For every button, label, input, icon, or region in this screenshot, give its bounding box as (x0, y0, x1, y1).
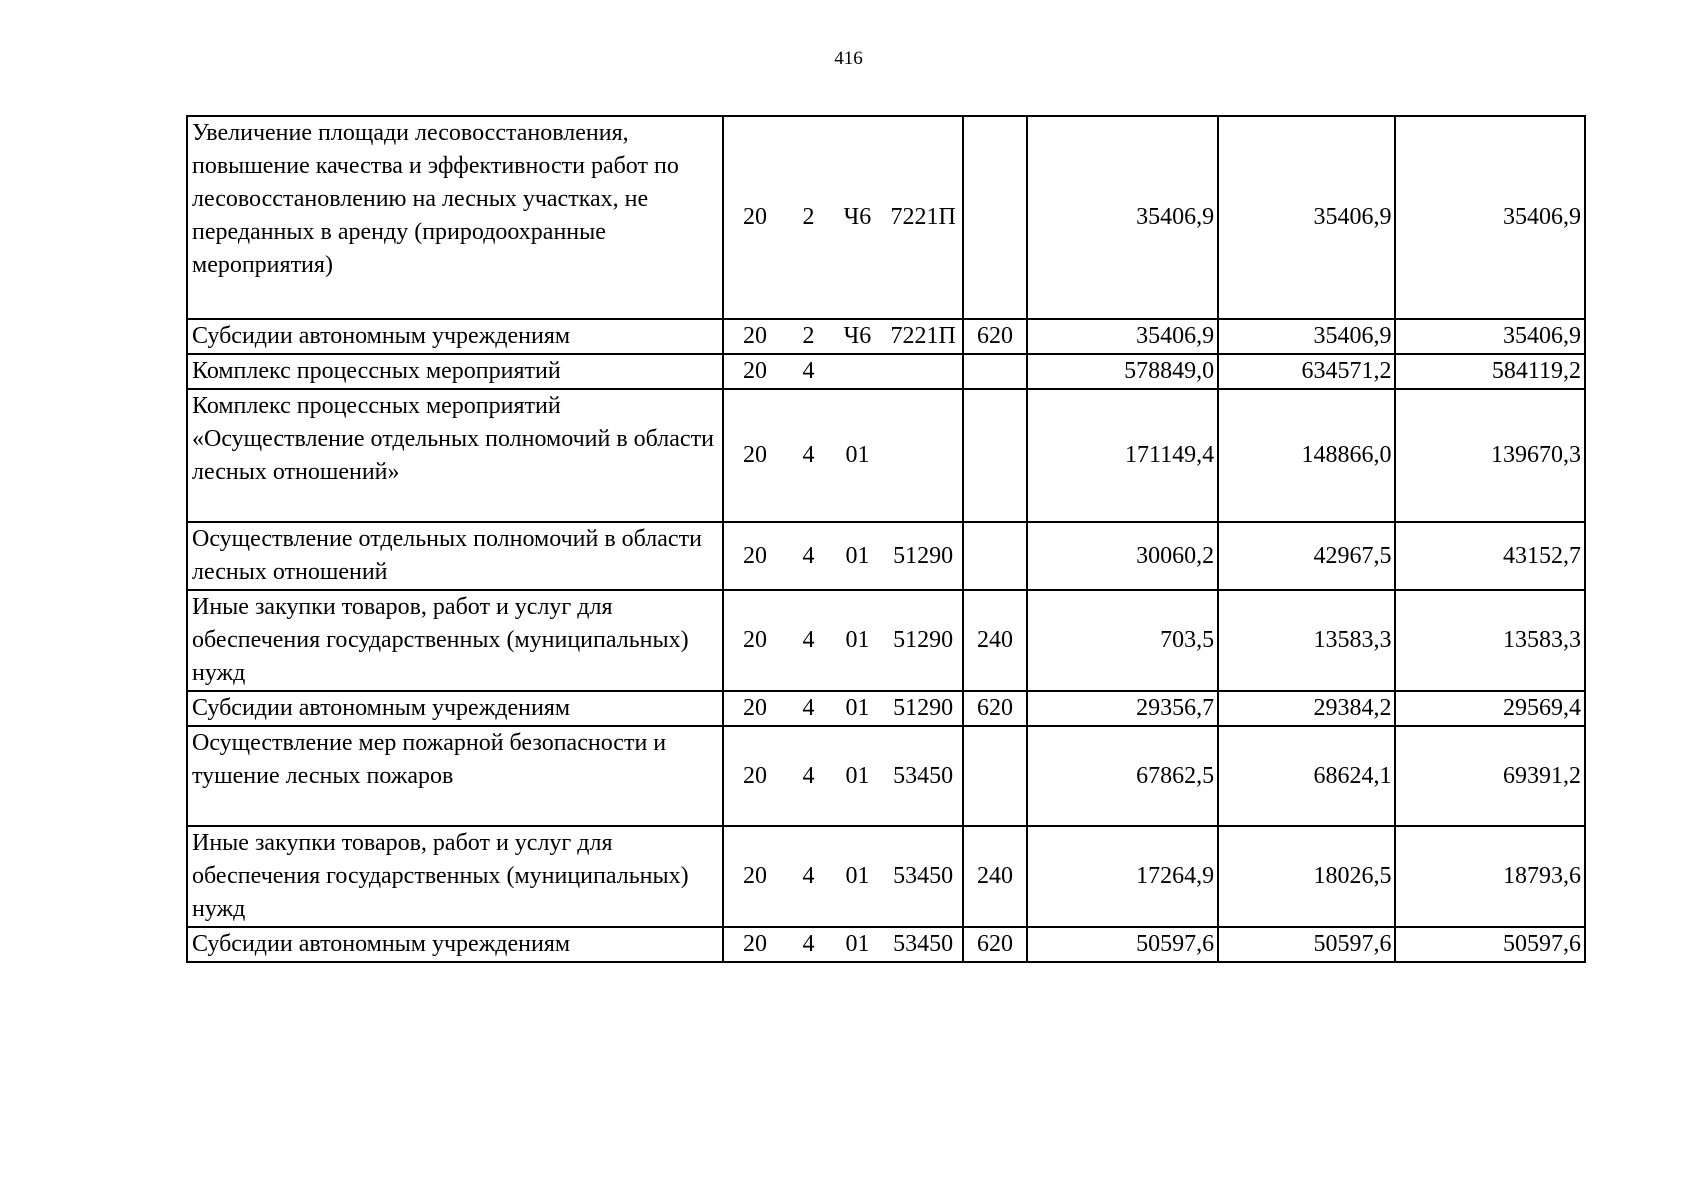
amount-year-1: 29356,7 (1027, 691, 1219, 726)
amount-year-1: 50597,6 (1027, 927, 1219, 962)
row-name: Иные закупки товаров, работ и услуг для обеспечения государственных (муниципальных) нужд (187, 826, 723, 927)
expense-type (963, 522, 1026, 590)
table-row (187, 726, 1585, 826)
amount-year-1: 35406,9 (1027, 319, 1219, 354)
code-direction: 53450 (884, 726, 963, 826)
amount-year-1: 17264,9 (1027, 826, 1219, 927)
code-section: 20 (723, 927, 786, 962)
code-program: Ч6 (831, 319, 884, 354)
amount-year-1: 578849,0 (1027, 354, 1219, 389)
amount-year-1: 35406,9 (1027, 116, 1219, 319)
row-name: Субсидии автономным учреждениям (187, 927, 723, 962)
row-name: Субсидии автономным учреждениям (187, 319, 723, 354)
table-row (187, 319, 1585, 354)
code-section: 20 (723, 354, 786, 389)
code-section: 20 (723, 826, 786, 927)
expense-type: 240 (963, 826, 1026, 927)
expense-type (963, 116, 1026, 319)
row-name: Иные закупки товаров, работ и услуг для обеспечения государственных (муниципальных) нужд (187, 590, 723, 691)
amount-year-3: 139670,3 (1395, 389, 1585, 522)
table-row (187, 354, 1585, 389)
expense-type: 620 (963, 927, 1026, 962)
amount-year-2: 35406,9 (1218, 319, 1395, 354)
table-row (187, 691, 1585, 726)
code-section: 20 (723, 726, 786, 826)
table-row (187, 590, 1585, 691)
code-program: 01 (831, 691, 884, 726)
table-row (187, 116, 1585, 319)
code-subsection: 4 (786, 354, 831, 389)
budget-table (186, 115, 1586, 963)
code-direction: 7221П (884, 116, 963, 319)
table-row (187, 389, 1585, 522)
amount-year-2: 29384,2 (1218, 691, 1395, 726)
code-subsection: 4 (786, 389, 831, 522)
row-name: Субсидии автономным учреждениям (187, 691, 723, 726)
code-direction (884, 389, 963, 522)
amount-year-3: 29569,4 (1395, 691, 1585, 726)
amount-year-3: 18793,6 (1395, 826, 1585, 927)
code-program: 01 (831, 726, 884, 826)
table-row (187, 522, 1585, 590)
amount-year-3: 69391,2 (1395, 726, 1585, 826)
expense-type: 620 (963, 691, 1026, 726)
code-section: 20 (723, 691, 786, 726)
code-section: 20 (723, 116, 786, 319)
page-number: 416 (834, 48, 863, 69)
code-direction: 53450 (884, 826, 963, 927)
code-section: 20 (723, 522, 786, 590)
amount-year-2: 634571,2 (1218, 354, 1395, 389)
amount-year-3: 50597,6 (1395, 927, 1585, 962)
code-section: 20 (723, 590, 786, 691)
expense-type (963, 726, 1026, 826)
code-direction: 7221П (884, 319, 963, 354)
row-name: Комплекс процессных мероприятий (187, 354, 723, 389)
code-program: 01 (831, 590, 884, 691)
code-direction: 51290 (884, 522, 963, 590)
code-section: 20 (723, 319, 786, 354)
code-subsection: 4 (786, 826, 831, 927)
row-name: Комплекс процессных мероприятий «Осуществление отдельных полномочий в области лесных отношений» (187, 389, 723, 522)
amount-year-1: 703,5 (1027, 590, 1219, 691)
code-program (831, 354, 884, 389)
code-subsection: 4 (786, 927, 831, 962)
amount-year-2: 148866,0 (1218, 389, 1395, 522)
expense-type: 240 (963, 590, 1026, 691)
expense-type (963, 354, 1026, 389)
amount-year-2: 42967,5 (1218, 522, 1395, 590)
row-name: Осуществление мер пожарной безопасности и тушение лесных пожаров (187, 726, 723, 826)
amount-year-3: 43152,7 (1395, 522, 1585, 590)
amount-year-2: 68624,1 (1218, 726, 1395, 826)
expense-type (963, 389, 1026, 522)
amount-year-3: 584119,2 (1395, 354, 1585, 389)
amount-year-1: 67862,5 (1027, 726, 1219, 826)
code-program: 01 (831, 522, 884, 590)
amount-year-3: 35406,9 (1395, 319, 1585, 354)
code-program: Ч6 (831, 116, 884, 319)
amount-year-1: 171149,4 (1027, 389, 1219, 522)
code-direction (884, 354, 963, 389)
code-program: 01 (831, 927, 884, 962)
amount-year-2: 50597,6 (1218, 927, 1395, 962)
amount-year-3: 13583,3 (1395, 590, 1585, 691)
code-program: 01 (831, 826, 884, 927)
row-name: Осуществление отдельных полномочий в области лесных отношений (187, 522, 723, 590)
code-direction: 51290 (884, 590, 963, 691)
amount-year-2: 13583,3 (1218, 590, 1395, 691)
code-subsection: 4 (786, 522, 831, 590)
amount-year-3: 35406,9 (1395, 116, 1585, 319)
code-subsection: 4 (786, 691, 831, 726)
amount-year-2: 35406,9 (1218, 116, 1395, 319)
table-body (187, 116, 1585, 962)
code-subsection: 4 (786, 726, 831, 826)
row-name: Увеличение площади лесовосстановления, повышение качества и эффективности работ по лесовосстановлению на лесных участках, не переданных в аренду (природоохранные мероприятия) (187, 116, 723, 319)
code-direction: 53450 (884, 927, 963, 962)
code-program: 01 (831, 389, 884, 522)
code-subsection: 2 (786, 319, 831, 354)
code-direction: 51290 (884, 691, 963, 726)
expense-type: 620 (963, 319, 1026, 354)
code-subsection: 2 (786, 116, 831, 319)
amount-year-1: 30060,2 (1027, 522, 1219, 590)
table-row (187, 927, 1585, 962)
table-row (187, 826, 1585, 927)
amount-year-2: 18026,5 (1218, 826, 1395, 927)
code-subsection: 4 (786, 590, 831, 691)
code-section: 20 (723, 389, 786, 522)
